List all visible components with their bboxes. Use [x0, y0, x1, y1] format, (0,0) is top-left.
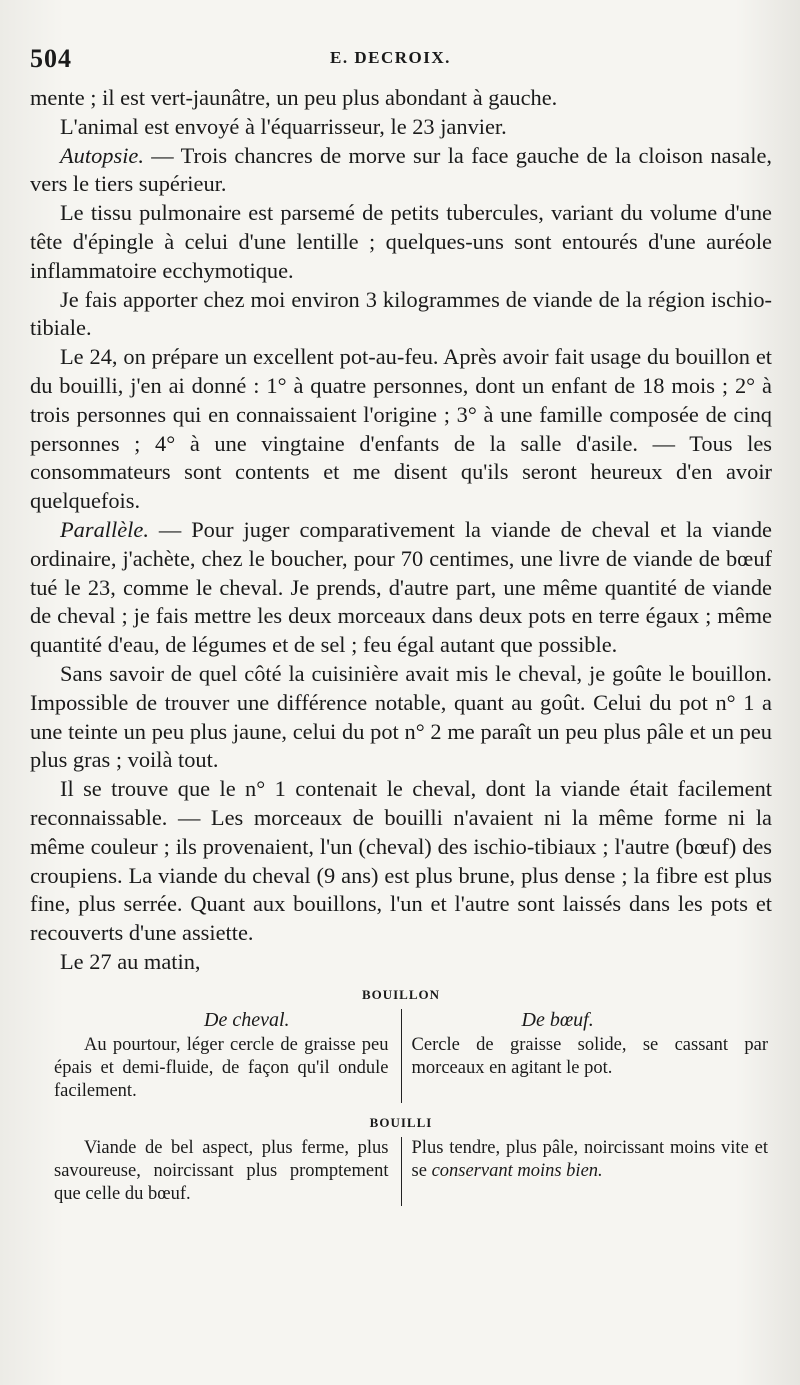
bouillon-boeuf-text: Cercle de graisse solide, se cassant par morceaux en agitant le pot.	[411, 1034, 768, 1078]
paragraph	[30, 199, 772, 285]
bouillon-boeuf-column	[402, 1009, 772, 1103]
bouilli-heading: BOUILLI	[369, 1114, 433, 1130]
paragraph-text: mente ; il est vert-jaunâtre, un peu plus abondant à gauche.	[30, 85, 558, 110]
paragraph-text: — Pour juger comparativement la viande de cheval et la viande ordinaire, j'achète, chez le boucher, pour 70 centimes, une livre de viande de bœuf tué le 23, comme le cheval. Je prends, d'autre part, une même quantité de viande de cheval ; je fais mettre les deux morceaux dans deux pots en terre égaux ; même quantité d'eau, de légumes et de sel ; feu égal autant que possible.	[30, 516, 772, 658]
paragraph-text: L'animal est envoyé à l'équarrisseur, le 23 janvier.	[60, 113, 507, 139]
bouillon-comparison	[30, 1009, 772, 1103]
bouilli-boeuf-text	[412, 1137, 768, 1183]
bouillon-cheval-column	[30, 1009, 401, 1103]
bouilli-cheval-text: Viande de bel aspect, plus ferme, plus savoureuse, noircissant plus promptement que celle du bœuf.	[54, 1137, 389, 1204]
paragraph	[30, 948, 772, 977]
paragraph-text: — Trois chancres de morve sur la face gauche de la cloison nasale, vers le tiers supérieur.	[30, 142, 772, 197]
body-text	[30, 84, 772, 977]
paragraph	[30, 142, 772, 200]
running-head: E. DECROIX.	[330, 48, 451, 67]
column-heading-cheval: De cheval.	[204, 1008, 290, 1031]
bouilli-comparison	[30, 1137, 772, 1206]
paragraph-text: Je fais apporter chez moi environ 3 kilogrammes de viande de la région ischio-tibiale.	[30, 286, 772, 341]
paragraph	[30, 286, 772, 344]
paragraph-lead: Autopsie.	[60, 142, 144, 168]
paragraph	[30, 775, 772, 948]
paragraph-text: Le 24, on prépare un excellent pot-au-feu. Après avoir fait usage du bouillon et du bouilli, j'en ai donné : 1° à quatre personnes, dont un enfant de 18 mois ; 2° à trois personnes qui en connaissaient l'origine ; 3° à une famille composée de cinq personnes ; 4° à une vingtaine d'enfants de la salle d'asile. — Tous les consommateurs sont contents et me disent qu'ils seront heureux d'en avoir quelquefois.	[30, 344, 772, 514]
paragraph-text: Le 27 au matin,	[60, 948, 201, 974]
paragraph	[30, 84, 772, 113]
bouilli-boeuf-text-plain: Plus tendre, plus pâle, noircissant moins vite et se	[411, 1137, 768, 1181]
column-heading-boeuf: De bœuf.	[521, 1008, 594, 1031]
bouilli-cheval-column	[30, 1137, 401, 1206]
bouilli-boeuf-column	[402, 1137, 772, 1206]
bouillon-cheval-text: Au pourtour, léger cercle de graisse peu épais et demi-fluide, de façon qu'il ondule facilement.	[54, 1034, 389, 1101]
paragraph	[30, 343, 772, 516]
paragraph-text: Sans savoir de quel côté la cuisinière avait mis le cheval, je goûte le bouillon. Impossible de trouver une différence notable, quant au goût. Celui du pot n° 1 a une teinte un peu plus jaune, celui du pot n° 2 me paraît un peu plus pâle et un peu plus gras ; voilà tout.	[30, 660, 772, 773]
bouilli-boeuf-text-italic: conservant moins bien.	[431, 1160, 603, 1181]
paragraph-text: Le tissu pulmonaire est parsemé de petits tubercules, variant du volume d'une tête d'épingle à celui d'une lentille ; quelques-uns sont entourés d'une auréole inflammatoire ecchymotique.	[30, 200, 772, 283]
paragraph	[30, 660, 772, 775]
page-number: 504	[30, 44, 72, 73]
page-content	[30, 36, 772, 1206]
paragraph-text: Il se trouve que le n° 1 contenait le cheval, dont la viande était facilement reconnaissable. — Les morceaux de bouilli n'avaient ni la même forme ni la même couleur ; ils provenaient, l'un (cheval) des ischio-tibiaux ; l'autre (bœuf) des croupiens. La viande du cheval (9 ans) est plus brune, plus dense ; la fibre est plus fine, plus serrée. Quant aux bouillons, l'un et l'autre sont laissés dans les pots et recouverts d'une assiette.	[30, 776, 772, 946]
paragraph-lead: Parallèle.	[60, 516, 149, 542]
bouillon-heading: BOUILLON	[361, 986, 441, 1002]
page-header	[30, 36, 772, 84]
paragraph	[30, 113, 772, 142]
paragraph	[30, 516, 772, 660]
